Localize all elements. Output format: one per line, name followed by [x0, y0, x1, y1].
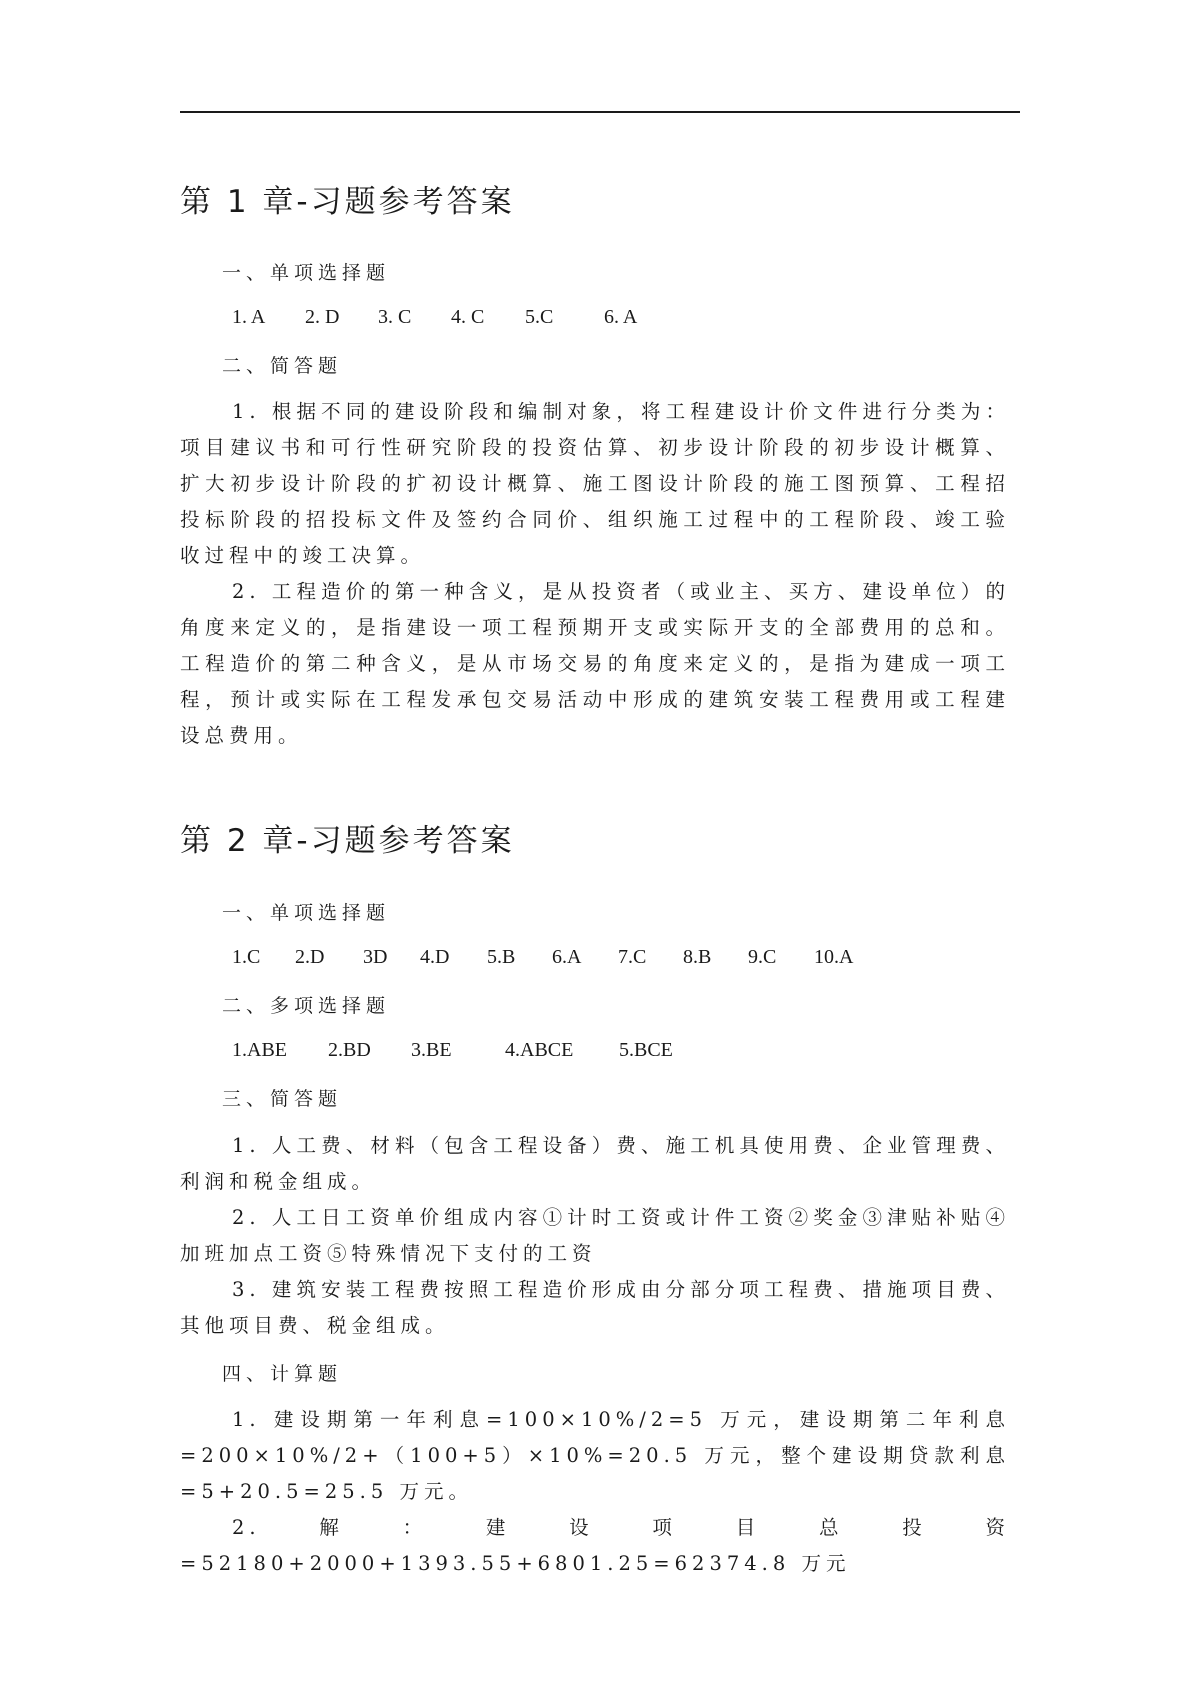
answer-item: 8.B — [683, 946, 712, 968]
ch2-short-answer-3: 3. 建筑安装工程费按照工程造价形成由分部分项工程费、措施项目费、其他项目费、税金组成。 — [180, 1278, 1010, 1337]
ch2-multiple-choice-heading: 二、多项选择题 — [222, 995, 391, 1017]
answer-item: 6. A — [604, 306, 638, 328]
header-rule — [180, 111, 1020, 113]
answer-item: 4. C — [451, 306, 485, 328]
ch2-calculation-heading: 四、计算题 — [222, 1363, 343, 1385]
ch2-short-answer-heading: 三、简答题 — [222, 1088, 343, 1110]
answer-item: 3. C — [378, 306, 412, 328]
answer-item: 2. D — [305, 306, 340, 328]
ch2-single-choice-heading: 一、单项选择题 — [222, 902, 391, 924]
answer-item: 1.ABE — [232, 1039, 287, 1061]
answer-item: 1. A — [232, 306, 266, 328]
ch1-short-answer-heading: 二、简答题 — [222, 355, 343, 377]
ch1-short-answer-1: 1. 根据不同的建设阶段和编制对象，将工程建设计价文件进行分类为：项目建议书和可行性研究阶段的投资估算、初步设计阶段的初步设计概算、扩大初步设计阶段的扩初设计概算、施工图设计阶段的施工图预算、工程招投标阶段的招投标文件及签约合同价、组织施工过程中的工程阶段、竣工验收过程中的竣工决算。 — [180, 400, 1010, 567]
answer-item: 5.BCE — [619, 1039, 673, 1061]
chapter-2-title: 第 2 章-习题参考答案 — [180, 823, 515, 859]
answer-item: 3.BE — [411, 1039, 452, 1061]
answer-item: 4.ABCE — [505, 1039, 574, 1061]
ch2-short-answer-1: 1. 人工费、材料（包含工程设备）费、施工机具使用费、企业管理费、利润和税金组成。 — [180, 1134, 1010, 1193]
chapter-1-title: 第 1 章-习题参考答案 — [180, 184, 515, 220]
answer-item: 4.D — [420, 946, 450, 968]
ch2-calculation-2: 2.解：建设项目总投资=52180+2000+1393.55+6801.25=62374.8 万元 — [180, 1516, 1010, 1575]
answer-item: 2.D — [295, 946, 325, 968]
answer-item: 1.C — [232, 946, 261, 968]
answer-item: 9.C — [748, 946, 777, 968]
answer-item: 3D — [363, 946, 388, 968]
answer-item: 5.C — [525, 306, 554, 328]
ch1-single-choice-heading: 一、单项选择题 — [222, 262, 391, 284]
ch2-calculation-1: 1. 建设期第一年利息=100×10%/2=5 万元，建设期第二年利息=200×10%/2+（100+5）×10%=20.5 万元，整个建设期贷款利息=5+20.5=25.5 万元。 — [180, 1408, 1010, 1503]
answer-item: 6.A — [552, 946, 582, 968]
answer-item: 7.C — [618, 946, 647, 968]
ch1-short-answer-2: 2. 工程造价的第一种含义，是从投资者（或业主、买方、建设单位）的角度来定义的，是指建设一项工程预期开支或实际开支的全部费用的总和。工程造价的第二种含义，是从市场交易的角度来定义的，是指为建成一项工程，预计或实际在工程发承包交易活动中形成的建筑安装工程费用或工程建设总费用。 — [180, 580, 1010, 747]
answer-item: 10.A — [814, 946, 854, 968]
answer-item: 2.BD — [328, 1039, 371, 1061]
ch2-short-answer-2: 2. 人工日工资单价组成内容①计时工资或计件工资②奖金③津贴补贴④加班加点工资⑤特殊情况下支付的工资 — [180, 1206, 1010, 1265]
answer-item: 5.B — [487, 946, 516, 968]
